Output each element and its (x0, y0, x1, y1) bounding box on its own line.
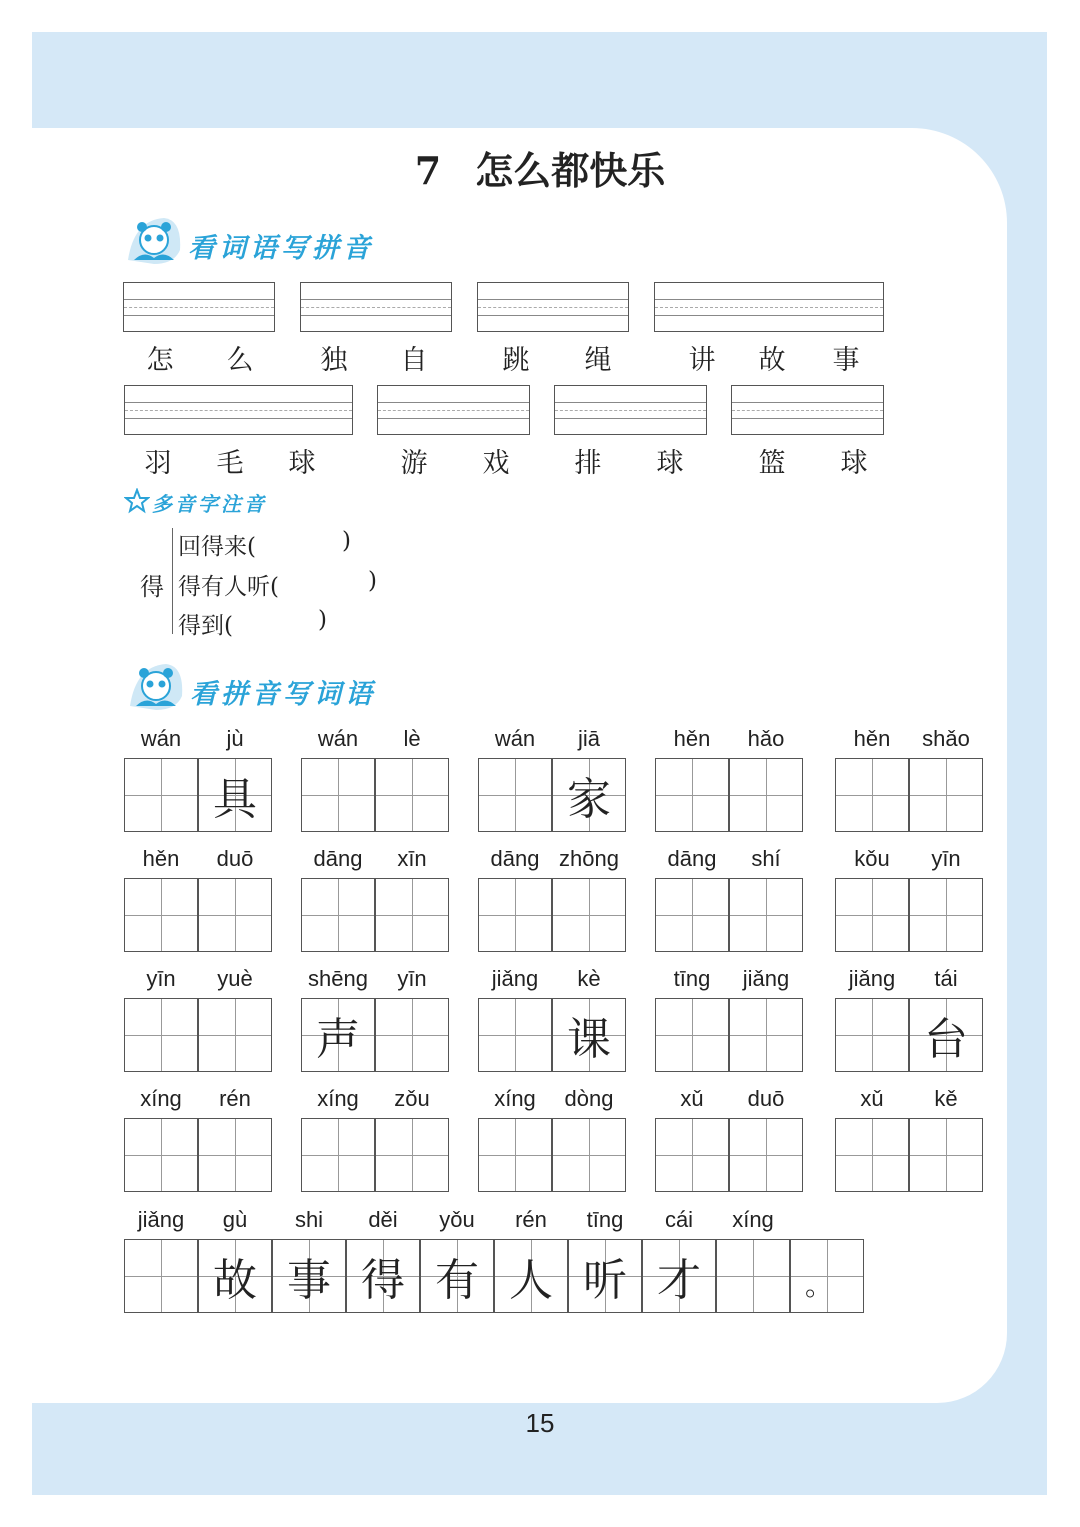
writing-cell[interactable] (478, 1118, 552, 1192)
cell-char (730, 1119, 802, 1191)
pinyin-label: kě (934, 1086, 958, 1111)
pinyin-label: dāng (490, 846, 540, 871)
pinyin-label: yīn (146, 966, 176, 991)
word-char: 毛 (216, 448, 244, 479)
pinyin-label: yīn (397, 966, 427, 991)
cell-char (479, 999, 551, 1071)
polyphone-answer-3[interactable] (234, 611, 316, 639)
writing-cell[interactable] (552, 758, 626, 832)
cell-char (376, 1119, 448, 1191)
word-char: 独 (320, 345, 348, 376)
cell-char (199, 999, 271, 1071)
writing-cell[interactable] (909, 1118, 983, 1192)
cell-char (125, 759, 197, 831)
writing-cell[interactable] (909, 998, 983, 1072)
writing-cell[interactable] (655, 758, 729, 832)
cell-char (836, 759, 908, 831)
cell-char (376, 999, 448, 1071)
pinyin-label: tái (934, 966, 958, 991)
pinyin-label: rén (515, 1207, 547, 1232)
writing-cell[interactable] (655, 878, 729, 952)
panda-icon (124, 210, 184, 266)
word-char: 讲 (688, 345, 716, 376)
cell-char: 故 (213, 1255, 257, 1306)
writing-cell[interactable] (552, 998, 626, 1072)
pinyin-label: dòng (564, 1086, 614, 1111)
cell-char: 家 (567, 774, 611, 825)
word-char: 事 (832, 345, 860, 376)
pinyin-box-4[interactable] (654, 282, 884, 332)
cell-char (836, 999, 908, 1071)
cell-char: 。 (805, 1269, 834, 1302)
word-char: 自 (400, 345, 428, 376)
word-char: 怎 (146, 345, 174, 376)
polyphone-close-2: ) (368, 568, 377, 594)
writing-cell[interactable] (375, 1118, 449, 1192)
pinyin-label: duō (216, 846, 254, 871)
sentence-cell[interactable] (272, 1239, 346, 1313)
cell-char (656, 1119, 728, 1191)
cell-char: 事 (287, 1255, 331, 1306)
cell-char (125, 879, 197, 951)
pinyin-label: xíng (140, 1086, 182, 1111)
word-char: 球 (656, 448, 684, 479)
writing-cell[interactable] (124, 878, 198, 952)
sentence-cell[interactable] (642, 1239, 716, 1313)
cell-char (479, 759, 551, 831)
pinyin-label: jiǎng (137, 1207, 185, 1232)
writing-cell[interactable] (478, 878, 552, 952)
writing-cell[interactable] (198, 1118, 272, 1192)
writing-cell[interactable] (909, 758, 983, 832)
pinyin-label: xíng (494, 1086, 536, 1111)
cell-char (836, 1119, 908, 1191)
sentence-cell[interactable] (716, 1239, 790, 1313)
cell-char (836, 879, 908, 951)
pinyin-label: gù (222, 1207, 248, 1232)
writing-cell[interactable] (124, 998, 198, 1072)
pinyin-label: lè (403, 726, 421, 751)
writing-cell[interactable] (301, 1118, 375, 1192)
pinyin-label: zhōng (559, 846, 619, 871)
writing-cell[interactable] (301, 878, 375, 952)
cell-char (730, 759, 802, 831)
writing-cell[interactable] (198, 878, 272, 952)
cell-char (910, 759, 982, 831)
cell-char (376, 759, 448, 831)
cell-char (199, 1119, 271, 1191)
pinyin-label: tīng (586, 1207, 624, 1232)
polyphone-item-2: 得有人听( (178, 574, 279, 600)
cell-char: 听 (583, 1255, 627, 1306)
pinyin-box-2[interactable] (300, 282, 452, 332)
writing-cell[interactable] (552, 878, 626, 952)
pinyin-box-1[interactable] (123, 282, 275, 332)
writing-cell[interactable] (835, 998, 909, 1072)
pinyin-label: jiǎng (742, 966, 790, 991)
sentence-cell[interactable] (790, 1239, 864, 1313)
cell-char (376, 879, 448, 951)
star-icon (124, 488, 150, 514)
cell-char: 具 (213, 774, 257, 825)
cell-char: 得 (361, 1255, 405, 1306)
cell-char (125, 1119, 197, 1191)
word-char: 排 (574, 448, 602, 479)
writing-cell[interactable] (198, 758, 272, 832)
cell-char (199, 879, 271, 951)
page-number: 15 (525, 1408, 555, 1438)
pinyin-label: wán (140, 726, 182, 751)
writing-cell[interactable] (655, 1118, 729, 1192)
writing-cell[interactable] (478, 758, 552, 832)
pinyin-label: dāng (667, 846, 717, 871)
cell-char: 课 (567, 1014, 611, 1065)
pinyin-label: xǔ (860, 1086, 884, 1111)
writing-cell[interactable] (198, 998, 272, 1072)
word-char: 球 (840, 448, 868, 479)
pinyin-label: xǔ (680, 1086, 704, 1111)
pinyin-label: duō (747, 1086, 785, 1111)
writing-cell[interactable] (909, 878, 983, 952)
pinyin-label: wán (317, 726, 359, 751)
polyphone-item-3: 得到( (178, 613, 233, 639)
cell-char (553, 1119, 625, 1191)
pinyin-label: jiǎng (848, 966, 896, 991)
pinyin-label: jiā (577, 726, 600, 751)
sentence-cell[interactable] (420, 1239, 494, 1313)
word-char: 么 (226, 345, 254, 376)
cell-char (910, 879, 982, 951)
pinyin-label: xīn (397, 846, 427, 871)
pinyin-label: shǎo (922, 726, 970, 751)
pinyin-label: yuè (217, 966, 253, 991)
word-char: 跳 (502, 345, 530, 376)
cell-char (302, 879, 374, 951)
word-char: 羽 (144, 448, 172, 479)
pinyin-label: hěn (853, 726, 891, 751)
polyphone-answer-2[interactable] (288, 572, 366, 600)
sentence-cell[interactable] (124, 1239, 198, 1313)
word-char: 绳 (584, 345, 612, 376)
polyphone-answer-1[interactable] (256, 532, 340, 560)
panda-icon (126, 656, 186, 712)
writing-cell[interactable] (835, 1118, 909, 1192)
cell-char: 人 (509, 1255, 553, 1306)
cell-char (553, 879, 625, 951)
writing-cell[interactable] (301, 998, 375, 1072)
writing-cell[interactable] (835, 878, 909, 952)
pinyin-label: rén (219, 1086, 251, 1111)
cell-char (717, 1240, 789, 1312)
pinyin-label: hěn (673, 726, 711, 751)
pinyin-label: tīng (673, 966, 711, 991)
word-char: 游 (400, 448, 428, 479)
pinyin-label: yīn (931, 846, 961, 871)
cell-char: 声 (316, 1014, 360, 1065)
writing-cell[interactable] (729, 758, 803, 832)
polyphone-item-1: 回得来( (178, 534, 256, 560)
pinyin-label: kǒu (854, 846, 890, 871)
pinyin-label: xíng (317, 1086, 359, 1111)
writing-cell[interactable] (655, 998, 729, 1072)
pinyin-label: dāng (313, 846, 363, 871)
polyphone-char: 得 (140, 573, 164, 601)
cell-char: 有 (435, 1255, 479, 1306)
pinyin-label: shēng (308, 966, 368, 991)
sentence-cell[interactable] (346, 1239, 420, 1313)
cell-char (910, 1119, 982, 1191)
pinyin-box-8[interactable] (731, 385, 884, 435)
section-title-write-pinyin: 看词语写拼音 (188, 233, 374, 264)
cell-char (479, 879, 551, 951)
cell-char: 才 (657, 1255, 701, 1306)
writing-cell[interactable] (301, 758, 375, 832)
cell-char (125, 1240, 197, 1312)
pinyin-label: hǎo (747, 726, 785, 751)
sentence-cell[interactable] (568, 1239, 642, 1313)
writing-cell[interactable] (124, 1118, 198, 1192)
writing-cell[interactable] (124, 758, 198, 832)
cell-char (656, 999, 728, 1071)
pinyin-label: jù (226, 726, 244, 751)
cell-char (125, 999, 197, 1071)
cell-char: 台 (924, 1014, 968, 1065)
polyphone-close-1: ) (342, 528, 351, 554)
pinyin-label: jiǎng (491, 966, 539, 991)
writing-cell[interactable] (552, 1118, 626, 1192)
pinyin-label: cái (664, 1207, 694, 1232)
cell-char (730, 999, 802, 1071)
word-char: 篮 (758, 448, 786, 479)
word-char: 戏 (482, 448, 510, 479)
pinyin-box-7[interactable] (554, 385, 707, 435)
pinyin-label: shi (294, 1207, 324, 1232)
page-title (0, 140, 1080, 195)
writing-cell[interactable] (375, 878, 449, 952)
sentence-cell[interactable] (494, 1239, 568, 1313)
cell-char (302, 759, 374, 831)
writing-cell[interactable] (375, 998, 449, 1072)
pinyin-box-3[interactable] (477, 282, 629, 332)
polyphone-close-3: ) (318, 607, 327, 633)
pinyin-label: zǒu (394, 1086, 430, 1111)
section-title-write-words: 看拼音写词语 (190, 679, 376, 710)
brace-line (172, 528, 173, 634)
pinyin-label: xíng (732, 1207, 774, 1232)
lesson-title: 怎么都快乐 (475, 148, 666, 193)
writing-cell[interactable] (375, 758, 449, 832)
cell-char (656, 879, 728, 951)
cell-char (656, 759, 728, 831)
word-char: 故 (758, 345, 786, 376)
pinyin-label: wán (494, 726, 536, 751)
writing-cell[interactable] (729, 1118, 803, 1192)
pinyin-box-5[interactable] (124, 385, 353, 435)
sentence-cell[interactable] (198, 1239, 272, 1313)
word-char: 球 (288, 448, 316, 479)
lesson-number: 7 (414, 148, 442, 193)
pinyin-label: děi (368, 1207, 398, 1232)
section-title-polyphone: 多音字注音 (152, 492, 267, 516)
writing-cell[interactable] (835, 758, 909, 832)
writing-cell[interactable] (729, 998, 803, 1072)
cell-char (730, 879, 802, 951)
pinyin-label: kè (577, 966, 601, 991)
cell-char (479, 1119, 551, 1191)
pinyin-box-6[interactable] (377, 385, 530, 435)
pinyin-label: shí (751, 846, 781, 871)
writing-cell[interactable] (729, 878, 803, 952)
pinyin-label: hěn (142, 846, 180, 871)
writing-cell[interactable] (478, 998, 552, 1072)
pinyin-label: yǒu (439, 1207, 475, 1232)
cell-char (302, 1119, 374, 1191)
